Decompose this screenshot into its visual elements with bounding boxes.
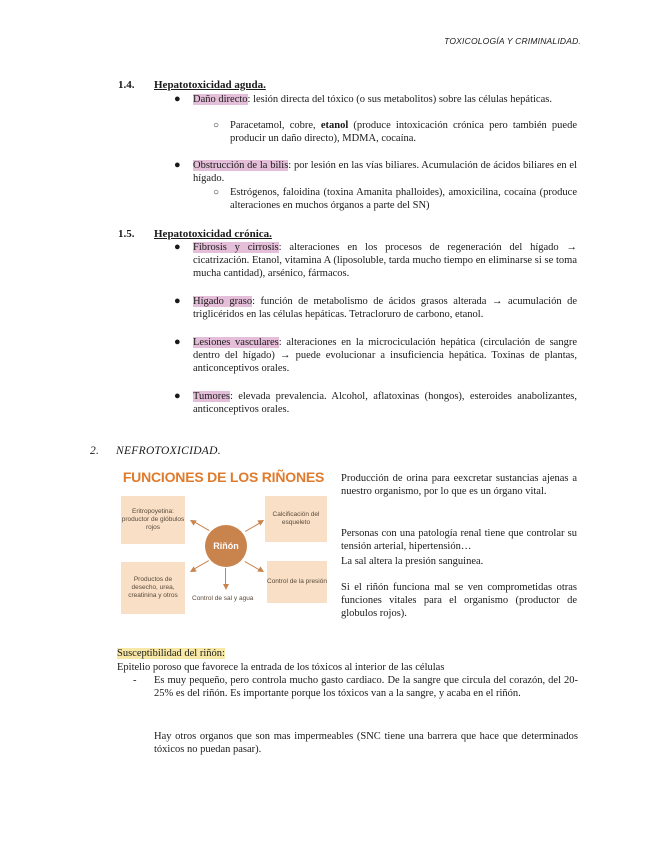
arrow-top-left <box>192 520 210 531</box>
bullet-text: : alteraciones en la microciculación hepática (circulación de sangre dentro del hígado) → puede evolucionar a insuficiencia hepática. Toxinas de plantas, anticonceptivos orales. <box>193 337 577 374</box>
highlighted-term: Lesiones vasculares <box>193 337 279 348</box>
bullet-lesiones-vasculares <box>174 336 577 375</box>
bullet-text: : por lesión en las vías biliares. Acumulación de ácidos biliares en el hígado. <box>193 160 577 184</box>
arrow-bottom-right <box>245 561 263 572</box>
susceptibility-item: Es muy pequeño, pero controla mucho gasto cardiaco. De la sangre que circula del corazón, del 20-25% es del riñón. Es importante porque los tóxicos van a la sangre, y acaba en el riñón. <box>154 675 578 699</box>
bullet-dano-directo <box>174 93 577 106</box>
dash-marker: - <box>133 675 137 686</box>
section-title: NEFROTOXICIDAD. <box>116 445 221 457</box>
bold-term: etanol <box>320 120 349 131</box>
side-paragraph-2: Personas con una patología renal tiene que controlar su tensión arterial, hipertensión… <box>341 528 577 552</box>
highlighted-term: Tumores <box>193 391 230 402</box>
subbullet-text-b: (produce intoxicación crónica pero también puede producir un daño directo), MDMA, cocaína. <box>230 120 577 144</box>
bullet-marker: ● <box>174 93 181 105</box>
side-paragraph-1: Producción de orina para eexcretar sustancias ajenas a nuestro organismo, por lo que es un órgano vital. <box>341 473 577 497</box>
kidney-node: Riñón <box>205 525 247 567</box>
arrow-bottom <box>225 568 226 588</box>
subbullet-text-a: Paracetamol, cobre, <box>230 120 321 131</box>
highlighted-term: Obstrucción de la bilis <box>193 160 289 171</box>
kidney-functions-figure <box>117 465 330 620</box>
bullet-marker: ● <box>174 336 181 348</box>
subbullet-marker: ○ <box>213 187 220 198</box>
highlighted-term: Fibrosis y cirrosis <box>193 242 279 253</box>
side-paragraph-3: La sal altera la presión sanguinea. <box>341 556 484 567</box>
section-number: 1.4. <box>118 79 135 91</box>
highlighted-heading: Susceptibilidad del riñón: <box>117 648 225 659</box>
bullet-text: : lesión directa del tóxico (o sus metabolitos) sobre las células hepáticas. <box>247 94 552 105</box>
section-2-heading <box>90 445 221 457</box>
bullet-tumores <box>174 390 577 416</box>
box-eritropoyetina: Eritropoyetina: productor de glóbulos rojos <box>121 496 185 544</box>
susceptibility-heading <box>117 647 225 660</box>
susceptibility-extra: Hay otros organos que son mas impermeables (SNC tiene una barrera que hace que determinados tóxicos no puedan pasar). <box>154 731 578 755</box>
bullet-text: : alteraciones en los procesos de regeneración del hígado → cicatrización. Etanol, vitamina A (liposoluble, tarda mucho tiempo en eliminarse si se toma mucha cantidad), arsénico, fármacos. <box>193 242 577 279</box>
bullet-marker: ● <box>174 241 181 253</box>
side-paragraph-4: Si el riñón funciona mal se ven comprometidas otras funciones vitales para el organismo (productor de globulos rojos). <box>341 582 577 619</box>
section-1-5-heading <box>118 228 272 240</box>
section-number: 1.5. <box>118 228 135 240</box>
figure-title: FUNCIONES DE LOS RIÑONES <box>122 469 325 485</box>
bullet-marker: ● <box>174 159 181 171</box>
susceptibility-line: Epitelio poroso que favorece la entrada de los tóxicos al interior de las células <box>117 662 445 673</box>
label-control-sal-agua: Control de sal y agua <box>192 595 254 602</box>
bullet-obstruccion-bilis <box>174 159 577 185</box>
bullet-marker: ● <box>174 295 181 307</box>
box-presion: Control de la presión <box>267 561 327 603</box>
bullet-fibrosis <box>174 241 577 280</box>
section-number: 2. <box>90 445 100 457</box>
bullet-marker: ● <box>174 390 181 402</box>
subbullet-dano-directo <box>213 119 577 145</box>
arrow-top-right <box>245 521 263 532</box>
bullet-text: : elevada prevalencia. Alcohol, aflatoxinas (hongos), esteroides anabolizantes, anticonceptivos orales. <box>193 391 577 415</box>
bullet-higado-graso <box>174 295 577 321</box>
arrow-bottom-left <box>191 560 209 571</box>
subbullet-text: Estrógenos, faloidina (toxina Amanita phalloides), amoxicilina, cocaína (produce alteraciones en muchos órganos a parte del SN) <box>230 187 577 211</box>
bullet-text: : función de metabolismo de ácidos grasos alterada → acumulación de triglicéridos en las células hepáticas. Tetracloruro de carbono, etanol. <box>193 296 577 320</box>
page-header: TOXICOLOGÍA Y CRIMINALIDAD. <box>444 36 581 46</box>
box-desechos: Productos de desecho, urea, creatinina y otros <box>121 562 185 614</box>
subbullet-obstruccion <box>213 186 577 212</box>
subbullet-marker: ○ <box>213 120 220 131</box>
section-title: Hepatotoxicidad aguda. <box>154 79 266 91</box>
box-calcificacion: Calcificación del esqueleto <box>265 496 327 542</box>
highlighted-term: Hígado graso <box>193 296 253 307</box>
highlighted-term: Daño directo <box>193 94 248 105</box>
section-1-4-heading <box>118 79 266 91</box>
section-title: Hepatotoxicidad crónica. <box>154 228 272 240</box>
